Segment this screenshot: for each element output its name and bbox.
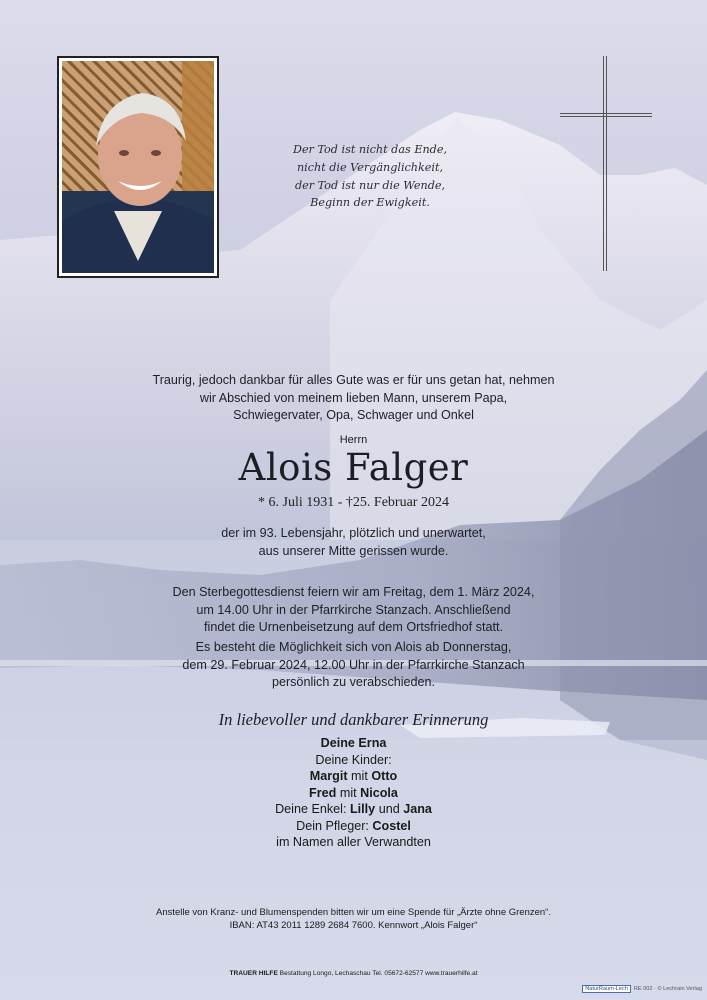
footer-brand: TRAUER HILFE (229, 970, 278, 977)
with-word: mit (351, 769, 368, 783)
grandchildren-row (0, 801, 707, 818)
salutation: Herrn (339, 434, 368, 446)
child-partner: Otto (371, 769, 398, 783)
child-name: Fred (309, 785, 337, 800)
mourners-list (0, 735, 707, 851)
child-name: Margit (309, 769, 348, 783)
donation-note (0, 906, 707, 932)
caregiver-row (0, 818, 707, 835)
poem (280, 141, 460, 212)
intro-line: wir Abschied von meinem lieben Mann, unserem Papa, (199, 390, 508, 405)
with-word: mit (339, 785, 357, 800)
caregiver-name: Costel (372, 818, 411, 833)
service-line: um 14.00 Uhr in der Pfarrkirche Stanzach. Anschließend (196, 602, 511, 617)
deceased-name: Alois Falger (238, 446, 469, 489)
circumstance-line: der im 93. Lebensjahr, plötzlich und unerwartet, (221, 526, 486, 540)
poem-line: nicht die Vergänglichkeit, (296, 160, 444, 174)
life-dates: * 6. Juli 1931 - †25. Februar 2024 (258, 495, 449, 510)
service-line: findet die Urnenbeisetzung auf dem Ortsfriedhof statt. (204, 620, 503, 634)
circumstance-line: aus unserer Mitte gerissen wurde. (258, 543, 449, 558)
and-word: und (378, 802, 400, 816)
circumstance-text (0, 525, 707, 560)
farewell-text (0, 639, 707, 692)
child-row-1 (0, 768, 707, 785)
iban-line: IBAN: AT43 2011 1289 2684 7600. Kennwort „Alois Falger“ (229, 920, 478, 931)
publisher-credit (582, 986, 702, 992)
intro-text (0, 372, 707, 425)
farewell-line: persönlich zu verabschieden. (271, 675, 436, 689)
grandchild-name: Jana (403, 802, 432, 816)
credit-text: RE 002 · © Lechrain Verlag (633, 986, 702, 992)
service-text (0, 584, 707, 637)
wife: Deine Erna (320, 736, 387, 750)
grandchild-name: Lilly (349, 802, 376, 816)
intro-line: Schwiegervater, Opa, Schwager und Onkel (233, 408, 474, 422)
intro-line: Traurig, jedoch dankbar für alles Gute was er für uns getan hat, nehmen (152, 373, 555, 387)
cross-icon (560, 56, 652, 271)
children-label: Deine Kinder: (315, 752, 392, 767)
portrait-photo (57, 56, 219, 278)
donation-line: Anstelle von Kranz- und Blumenspenden bitten wir um eine Spende für „Ärzte ohne Grenzen“. (155, 907, 551, 918)
farewell-line: dem 29. Februar 2024, 12.00 Uhr in der Pfarrkirche Stanzach (182, 657, 525, 672)
memory-heading: In liebevoller und dankbarer Erinnerung (218, 710, 489, 729)
credit-badge: NaturRaum-Lech (582, 985, 631, 993)
caregiver-label: Dein Pfleger: (296, 818, 369, 833)
child-row-2 (0, 785, 707, 802)
portrait-illustration (62, 61, 214, 273)
grandchildren-label: Deine Enkel: (275, 802, 347, 816)
funeral-home-footer (0, 970, 707, 977)
farewell-line: Es besteht die Möglichkeit sich von Alois ab Donnerstag, (195, 640, 512, 654)
poem-line: Der Tod ist nicht das Ende, (292, 143, 448, 156)
child-partner: Nicola (360, 785, 398, 800)
service-line: Den Sterbegottesdienst feiern wir am Freitag, dem 1. März 2024, (172, 585, 535, 599)
relatives-line: im Namen aller Verwandten (276, 835, 431, 849)
footer-text: Bestattung Longo, Lechaschau Tel. 05672-62577 www.trauerhilfe.at (277, 970, 478, 977)
poem-line: Beginn der Ewigkeit. (310, 196, 430, 210)
poem-line: der Tod ist nur die Wende, (294, 178, 446, 192)
